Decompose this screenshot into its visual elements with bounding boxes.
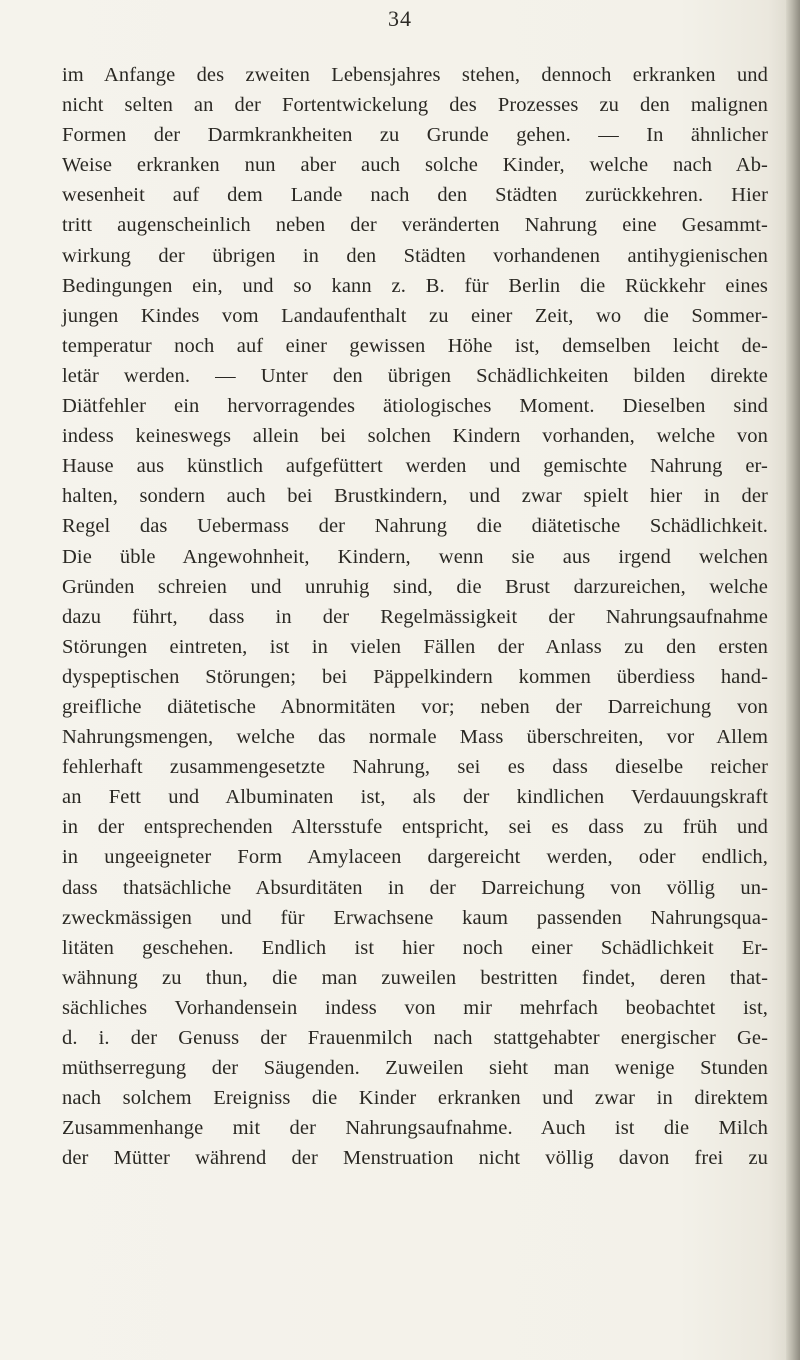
text-line: greifliche diätetische Abnormitäten vor; neben der Darreichung von <box>62 695 768 718</box>
text-line: sächliches Vorhandensein indess von mir mehrfach beobachtet ist, <box>62 996 768 1019</box>
text-line: Regel das Uebermass der Nahrung die diätetische Schädlichkeit. <box>62 515 768 538</box>
text-line: d. i. der Genuss der Frauenmilch nach stattgehabter energischer Ge- <box>62 1027 768 1049</box>
text-line: Die üble Angewohnheit, Kindern, wenn sie aus irgend welchen <box>62 545 768 568</box>
text-line: temperatur noch auf einer gewissen Höhe ist, demselben leicht de- <box>62 334 768 357</box>
text-line: letär werden. — Unter den übrigen Schädlichkeiten bilden direkte <box>62 364 768 387</box>
body-text <box>62 60 768 1173</box>
text-line: fehlerhaft zusammengesetzte Nahrung, sei es dass dieselbe reicher <box>62 756 768 779</box>
text-line: wirkung der übrigen in den Städten vorhandenen antihygienischen <box>62 244 768 267</box>
text-line: Hause aus künstlich aufgefüttert werden und gemischte Nahrung er- <box>62 455 768 478</box>
text-line: litäten geschehen. Endlich ist hier noch einer Schädlichkeit Er- <box>62 936 768 959</box>
text-line: dass thatsächliche Absurditäten in der Darreichung von völlig un- <box>62 876 768 899</box>
text-line: Diätfehler ein hervorragendes ätiologisches Moment. Dieselben sind <box>62 395 768 418</box>
text-line: an Fett und Albuminaten ist, als der kindlichen Verdauungskraft <box>62 786 768 809</box>
text-line: jungen Kindes vom Landaufenthalt zu einer Zeit, wo die Sommer- <box>62 304 768 327</box>
text-line: der Mütter während der Menstruation nicht völlig davon frei zu <box>62 1147 768 1170</box>
text-line: Formen der Darmkrankheiten zu Grunde gehen. — In ähnlicher <box>62 124 768 147</box>
text-line: in ungeeigneter Form Amylaceen dargereicht werden, oder endlich, <box>62 846 768 869</box>
text-line: tritt augenscheinlich neben der veränderten Nahrung eine Gesammt- <box>62 214 768 237</box>
text-line: im Anfange des zweiten Lebensjahres stehen, dennoch erkranken und <box>62 64 768 86</box>
page-edge-shadow <box>786 0 800 1360</box>
text-line: Zusammenhange mit der Nahrungsaufnahme. Auch ist die Milch <box>62 1117 768 1140</box>
text-line: nach solchem Ereigniss die Kinder erkranken und zwar in direktem <box>62 1087 768 1110</box>
text-line: Gründen schreien und unruhig sind, die Brust darzureichen, welche <box>62 575 768 598</box>
text-line: Nahrungsmengen, welche das normale Mass überschreiten, vor Allem <box>62 726 768 749</box>
text-line: indess keineswegs allein bei solchen Kindern vorhanden, welche von <box>62 425 768 448</box>
text-line: wähnung zu thun, die man zuweilen bestritten findet, deren that- <box>62 966 768 989</box>
text-line: Störungen eintreten, ist in vielen Fällen der Anlass zu den ersten <box>62 635 768 658</box>
text-line: Weise erkranken nun aber auch solche Kinder, welche nach Ab- <box>62 154 768 177</box>
text-line: Bedingungen ein, und so kann z. B. für Berlin die Rückkehr eines <box>62 274 768 297</box>
text-line: zweckmässigen und für Erwachsene kaum passenden Nahrungsqua- <box>62 906 768 929</box>
text-line: halten, sondern auch bei Brustkindern, und zwar spielt hier in der <box>62 485 768 508</box>
text-line: in der entsprechenden Altersstufe entspricht, sei es dass zu früh und <box>62 816 768 839</box>
text-line: dyspeptischen Störungen; bei Päppelkindern kommen überdiess hand- <box>62 665 768 688</box>
text-line: dazu führt, dass in der Regelmässigkeit der Nahrungsaufnahme <box>62 605 768 628</box>
text-line: wesenheit auf dem Lande nach den Städten zurückkehren. Hier <box>62 184 768 207</box>
page-number: 34 <box>388 6 412 31</box>
text-line: nicht selten an der Fortentwickelung des Prozesses zu den malignen <box>62 94 768 117</box>
text-line: müthserregung der Säugenden. Zuweilen sieht man wenige Stunden <box>62 1057 768 1080</box>
